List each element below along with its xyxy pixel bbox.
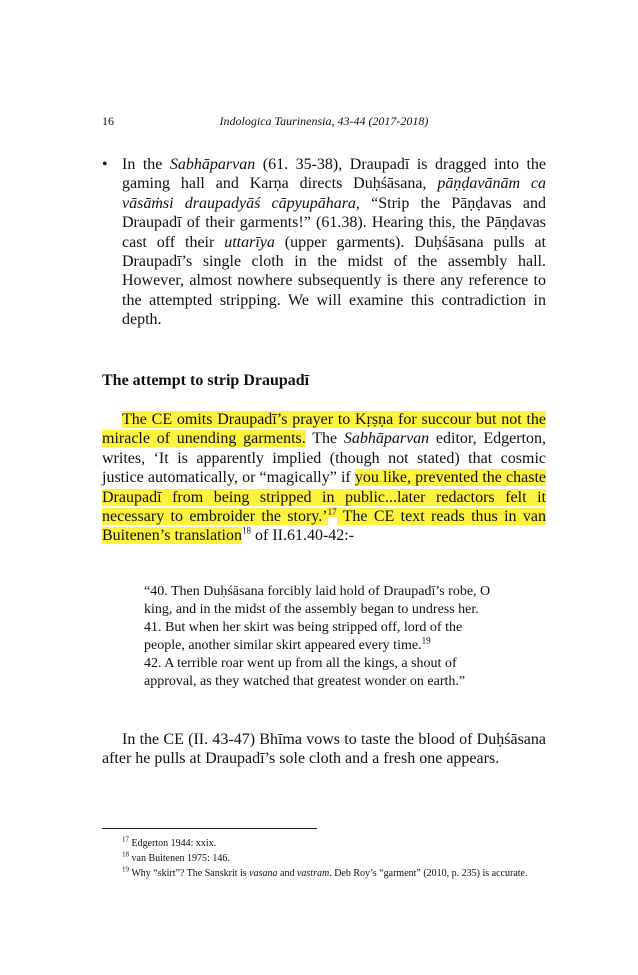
highlighted-text: The CE omits Draupadī’s prayer to Kṛṣṇa for succour but not the miracle of unending garments. <box>102 411 546 448</box>
text-span: (upper garments). Duḥśāsana pulls at Draupadī’s single cloth in the midst of the assembly hall. However, almost nowhere subsequently is there any reference to the attempted stripping. We will examine this contradiction in depth. <box>122 233 547 329</box>
text-span: “Strip the Pāṇḍavas and Draupadī of their garments!” (61.38). Hearing this, the Pāṇḍavas cast off their <box>122 194 547 251</box>
sanskrit-term: uttarīya <box>224 233 275 251</box>
footnote-text: and <box>277 868 297 879</box>
footnote-18 <box>102 851 546 866</box>
sanskrit-term: vastram <box>296 868 330 879</box>
footnotes <box>102 836 546 881</box>
footnote-text: . Deb Roy’s “garment” (2010, p. 235) is accurate. <box>329 868 528 879</box>
text-span: editor, Edgerton, writes, ‘It is apparently implied (though not stated) that cosmic justice automatically, or “magically” if <box>102 430 546 487</box>
highlighted-text: you like, prevented the chaste Draupadī from being stripped in public...later redactors felt it necessary to embroider the story.’ <box>102 469 547 526</box>
section-heading: The attempt to strip Draupadī <box>102 372 310 389</box>
italic-title: Sabhāparvan <box>343 430 430 448</box>
sanskrit-quote: pāṇḍavānām ca vāsāṁsi draupadyāś cāpyupāhara, <box>122 175 546 212</box>
footnote-text: van Buitenen 1975: 146. <box>129 853 230 864</box>
quote-verse-41 <box>144 619 504 655</box>
footnote-text: Edgerton 1944: xxix. <box>129 838 217 849</box>
text-span: In the <box>122 156 170 173</box>
footnote-number: 17 <box>122 835 129 844</box>
footnote-number: 19 <box>122 865 129 874</box>
bullet-list-item <box>102 155 546 330</box>
text-span: The <box>305 430 344 448</box>
paragraph-1 <box>102 410 546 546</box>
italic-title: Sabhāparvan <box>169 156 256 173</box>
text-span: of II.61.40-42:- <box>250 527 355 545</box>
quote-verse-42: 42. A terrible roar went up from all the kings, a shout of approval, as they watched that greatest wonder on earth.” <box>144 656 466 689</box>
block-quote <box>144 583 504 691</box>
running-header <box>102 114 546 130</box>
footnote-ref-17[interactable]: 17 <box>327 506 337 517</box>
bullet-icon: • <box>102 156 108 173</box>
paragraph-2: In the CE (II. 43-47) Bhīma vows to taste the blood of Duḥśāsana after he pulls at Draupadī’s sole cloth and a fresh one appears. <box>102 731 546 768</box>
footnote-ref-18[interactable]: 18 <box>241 526 251 537</box>
text-span: 41. But when her skirt was being stripped off, lord of the people, another similar skirt appeared every time. <box>144 620 463 653</box>
footnote-divider <box>102 828 317 829</box>
highlighted-text: The CE text reads thus in van Buitenen’s translation <box>102 508 546 545</box>
page-number: 16 <box>102 114 114 128</box>
footnote-number: 18 <box>122 850 129 859</box>
journal-title: Indologica Taurinensia, 43-44 (2017-2018) <box>219 114 429 128</box>
bullet-text <box>122 155 546 330</box>
footnote-ref-19[interactable]: 19 <box>421 635 431 646</box>
footnote-19 <box>102 866 546 881</box>
footnote-17 <box>102 836 546 851</box>
text-span: (61. 35-38), Draupadī is dragged into the gaming hall and Karṇa directs Duḥśāsana, <box>122 156 546 193</box>
footnote-text: Why “skirt”? The Sanskrit is <box>129 868 250 879</box>
sanskrit-term: vasana <box>249 868 278 879</box>
quote-verse-40: “40. Then Duḥśāsana forcibly laid hold of Draupadī’s robe, O king, and in the midst of the assembly began to undress her. <box>144 584 491 617</box>
